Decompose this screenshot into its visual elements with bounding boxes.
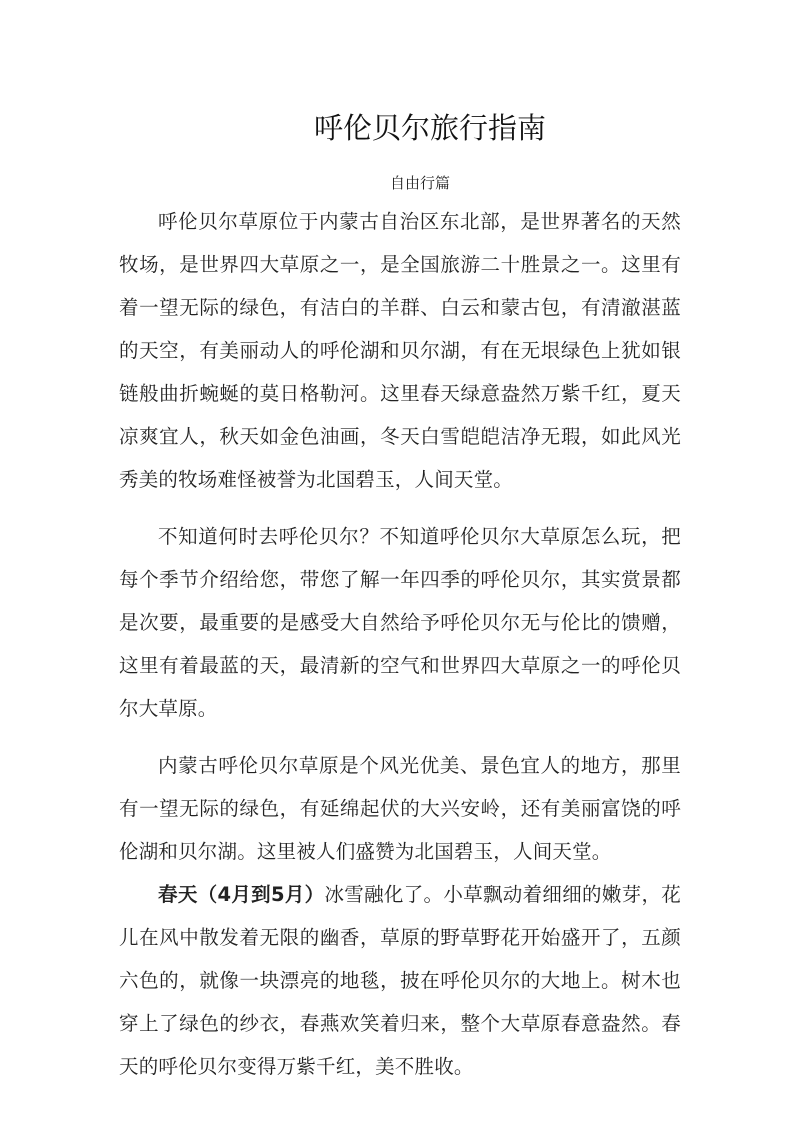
paragraph-when-to-go: 不知道何时去呼伦贝尔？不知道呼伦贝尔大草原怎么玩，把每个季节介绍给您，带您了解一年四季的呼伦贝尔，其实赏景都是次要，最重要的是感受大自然给予呼伦贝尔无与伦比的馈赠，这里有着最蓝的天，最清新的空气和世界四大草原之一的呼伦贝尔大草原。 <box>119 525 681 720</box>
paragraph-intro: 呼伦贝尔草原位于内蒙古自治区东北部，是世界著名的天然牧场，是世界四大草原之一，是全国旅游二十胜景之一。这里有着一望无际的绿色，有洁白的羊群、白云和蒙古包，有清澈湛蓝的天空，有美丽动人的呼伦湖和贝尔湖，有在无垠绿色上犹如银链般曲折蜿蜒的莫日格勒河。这里春天绿意盎然万紫千红，夏天凉爽宜人，秋天如金色油画，冬天白雪皑皑洁净无瑕，如此风光秀美的牧场难怪被誉为北国碧玉，人间天堂。 <box>119 210 681 491</box>
document-title: 呼伦贝尔旅行指南 <box>313 111 546 145</box>
spring-heading: 春天（4月到5月） <box>158 883 325 906</box>
document-subtitle: 自由行篇 <box>389 174 450 192</box>
document-body <box>119 200 681 1088</box>
spring-text: 冰雪融化了。小草飘动着细细的嫩芽，花儿在风中散发着无限的幽香，草原的野草野花开始盛开了，五颜六色的，就像一块漂亮的地毯，披在呼伦贝尔的大地上。树木也穿上了绿色的纱衣，春燕欢笑着归来，整个大草原春意盎然。春天的呼伦贝尔变得万紫千红，美不胜收。 <box>119 883 681 1078</box>
paragraph-spring <box>119 873 681 1088</box>
paragraph-scenery: 内蒙古呼伦贝尔草原是个风光优美、景色宜人的地方，那里有一望无际的绿色，有延绵起伏的大兴安岭，还有美丽富饶的呼伦湖和贝尔湖。这里被人们盛赞为北国碧玉，人间天堂。 <box>119 754 681 863</box>
